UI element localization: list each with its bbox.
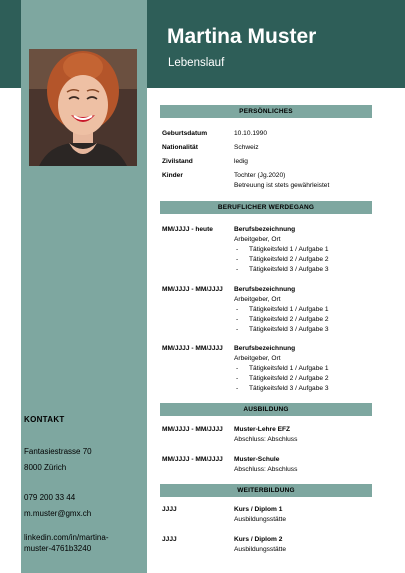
personal-label-children: Kinder (162, 172, 183, 179)
section-personal-heading: PERSÖNLICHES (160, 105, 372, 118)
career-entry-date: MM/JJJJ - MM/JJJJ (162, 345, 223, 352)
career-entry-employer: Arbeitgeber, Ort (234, 355, 281, 362)
education-entry-date: MM/JJJJ - MM/JJJJ (162, 426, 223, 433)
personal-value-children: Tochter (Jg.2020) (234, 172, 286, 179)
education-entry-detail: Abschluss: Abschluss (234, 466, 298, 473)
career-entry-task: Tätigkeitsfeld 3 / Aufgabe 3 (249, 326, 329, 333)
task-bullet: - (236, 365, 239, 372)
career-entry-task: Tätigkeitsfeld 2 / Aufgabe 2 (249, 316, 329, 323)
career-entry-role: Berufsbezeichnung (234, 286, 296, 293)
section-further-education-heading: WEITERBILDUNG (160, 484, 372, 497)
section-career-heading: BERUFLICHER WERDEGANG (160, 201, 372, 214)
personal-value-birthdate: 10.10.1990 (234, 130, 268, 137)
education-entry-name: Muster-Lehre EFZ (234, 426, 291, 433)
task-bullet: - (236, 246, 239, 253)
career-entry-date: MM/JJJJ - heute (162, 226, 213, 233)
personal-label-birthdate: Geburtsdatum (162, 130, 208, 137)
career-entry-date: MM/JJJJ - MM/JJJJ (162, 286, 223, 293)
linkedin-url-line2: muster-4761b3240 (24, 544, 92, 553)
personal-value-marital: ledig (234, 158, 248, 165)
further-entry-detail: Ausbildungsstätte (234, 516, 287, 523)
education-entry-date: MM/JJJJ - MM/JJJJ (162, 456, 223, 463)
career-entry-role: Berufsbezeichnung (234, 345, 296, 352)
task-bullet: - (236, 316, 239, 323)
career-entry-task: Tätigkeitsfeld 3 / Aufgabe 3 (249, 385, 329, 392)
career-entry-task: Tätigkeitsfeld 2 / Aufgabe 2 (249, 375, 329, 382)
contact-heading: KONTAKT (24, 415, 65, 424)
task-bullet: - (236, 375, 239, 382)
address-street: Fantasiestrasse 70 (24, 447, 92, 456)
career-entry-task: Tätigkeitsfeld 1 / Aufgabe 1 (249, 365, 329, 372)
career-entry-role: Berufsbezeichnung (234, 226, 296, 233)
career-entry-task: Tätigkeitsfeld 3 / Aufgabe 3 (249, 266, 329, 273)
career-entry-employer: Arbeitgeber, Ort (234, 296, 281, 303)
email-address: m.muster@gmx.ch (24, 509, 92, 518)
further-entry-name: Kurs / Diplom 2 (234, 536, 283, 543)
career-entry-task: Tätigkeitsfeld 1 / Aufgabe 1 (249, 246, 329, 253)
personal-label-nationality: Nationalität (162, 144, 198, 151)
further-entry-date: JJJJ (162, 536, 177, 543)
career-entry-task: Tätigkeitsfeld 1 / Aufgabe 1 (249, 306, 329, 313)
personal-value-nationality: Schweiz (234, 144, 259, 151)
address-city: 8000 Zürich (24, 463, 67, 472)
task-bullet: - (236, 385, 239, 392)
personal-value-children-note: Betreuung ist stets gewährleistet (234, 182, 330, 189)
personal-label-marital: Zivilstand (162, 158, 193, 165)
education-entry-detail: Abschluss: Abschluss (234, 436, 298, 443)
task-bullet: - (236, 256, 239, 263)
linkedin-url-line1: linkedin.com/in/martina- (24, 533, 109, 542)
education-entry-name: Muster-Schule (234, 456, 280, 463)
profile-photo (29, 49, 137, 166)
further-entry-detail: Ausbildungsstätte (234, 546, 287, 553)
document-subtitle: Lebenslauf (168, 57, 225, 69)
career-entry-task: Tätigkeitsfeld 2 / Aufgabe 2 (249, 256, 329, 263)
phone-number: 079 200 33 44 (24, 493, 76, 502)
task-bullet: - (236, 266, 239, 273)
task-bullet: - (236, 326, 239, 333)
further-entry-date: JJJJ (162, 506, 177, 513)
further-entry-name: Kurs / Diplom 1 (234, 506, 283, 513)
task-bullet: - (236, 306, 239, 313)
career-entry-employer: Arbeitgeber, Ort (234, 236, 281, 243)
person-name: Martina Muster (167, 25, 317, 48)
section-education-heading: AUSBILDUNG (160, 403, 372, 416)
